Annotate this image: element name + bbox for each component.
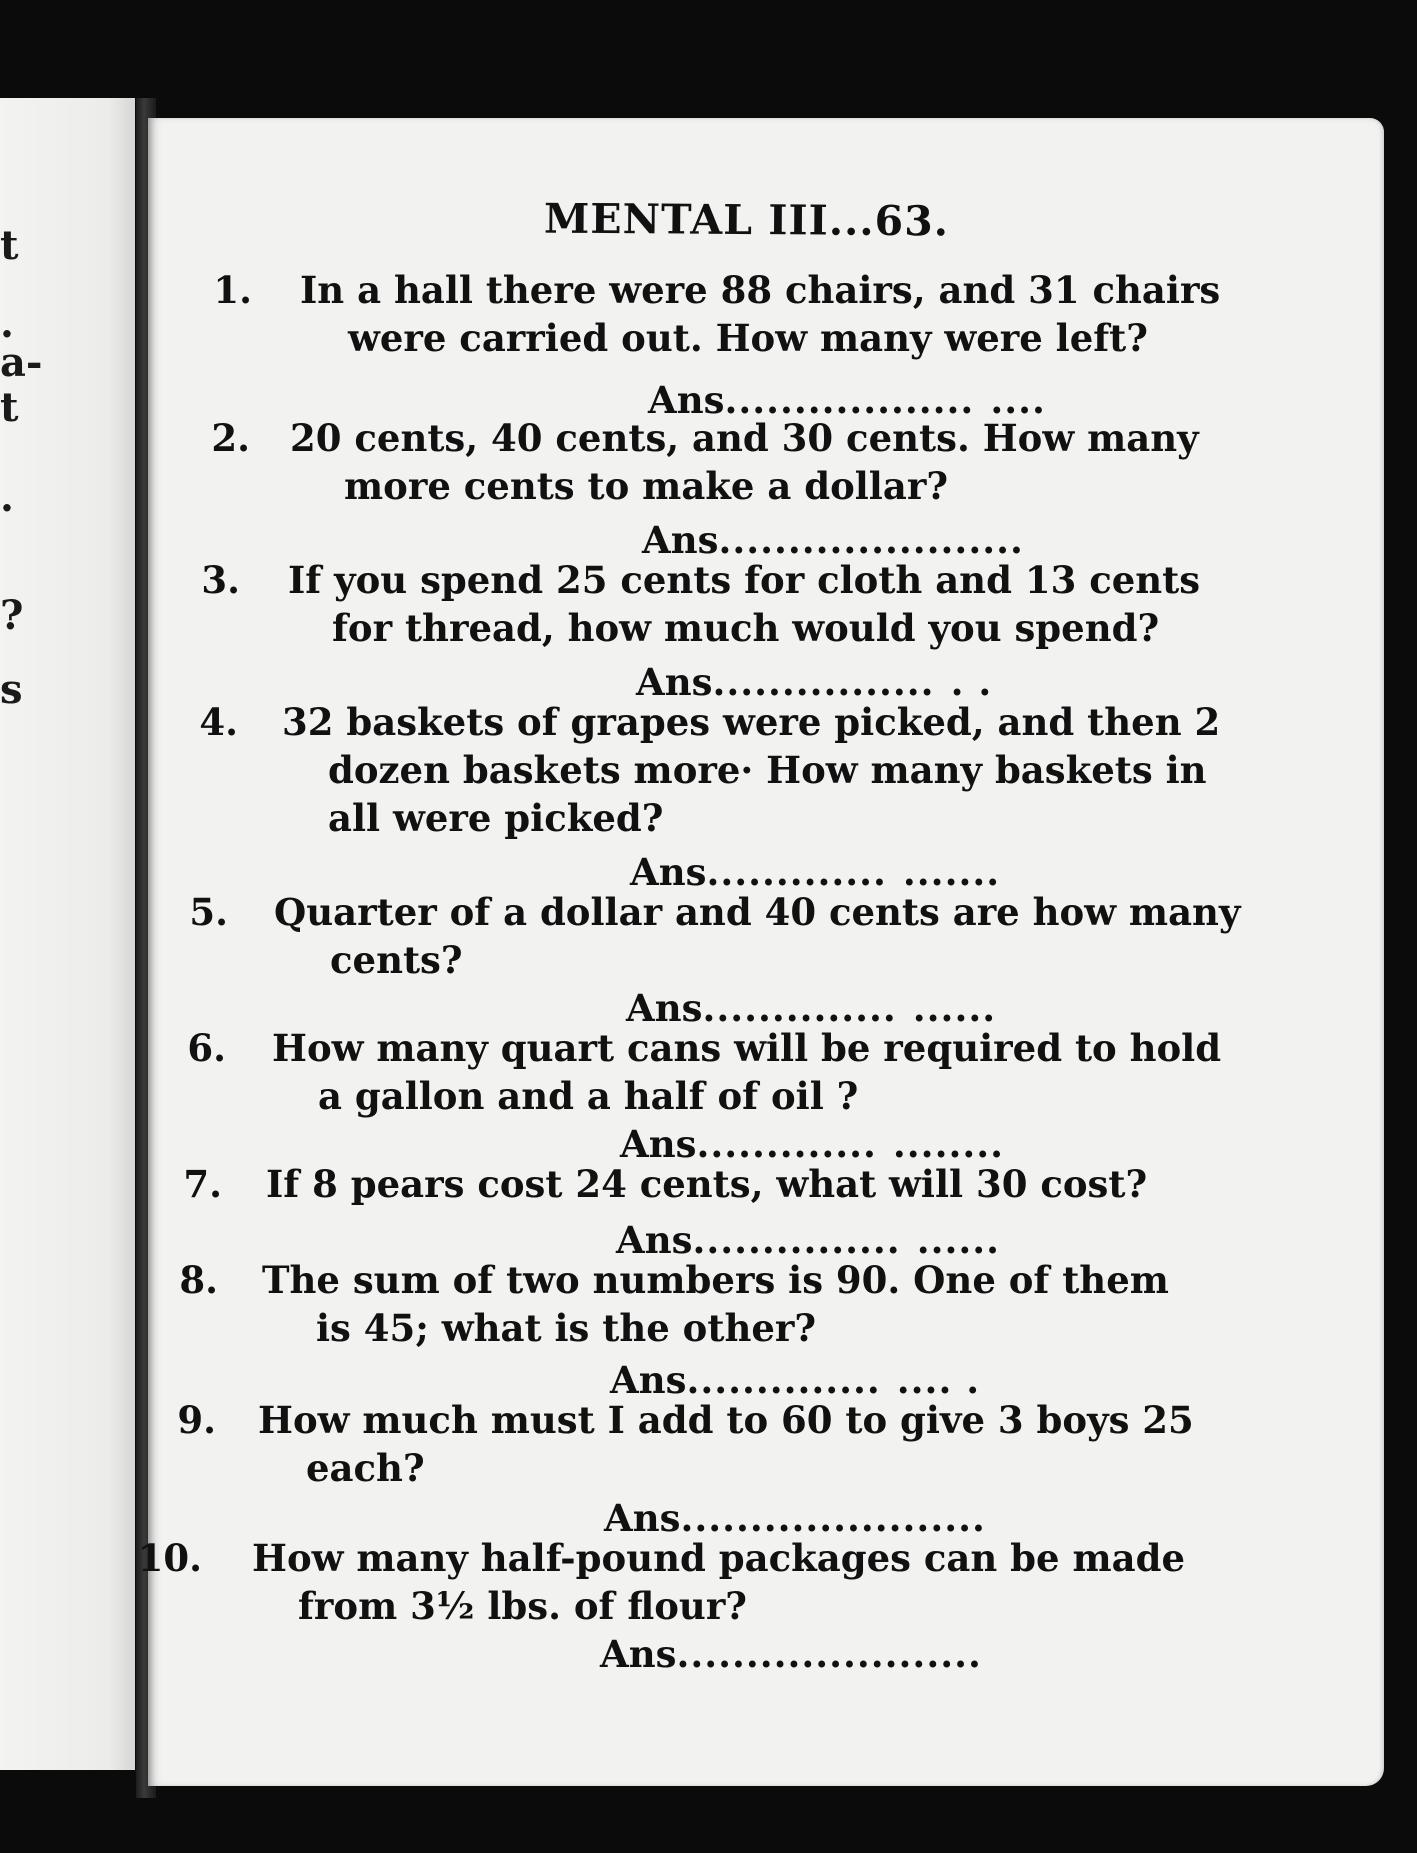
problem-line: is 45; what is the other? bbox=[316, 1306, 817, 1350]
left-page-fragment: ? bbox=[0, 592, 24, 639]
answer-blank: .............. .... . bbox=[686, 1358, 981, 1402]
problem-number: 5. bbox=[189, 890, 228, 934]
answer-blank: ...................... bbox=[680, 1496, 986, 1540]
answer-label: Ans bbox=[648, 378, 725, 422]
problem-line: each? bbox=[306, 1446, 425, 1490]
answer-label: Ans bbox=[610, 1358, 687, 1402]
problem-number: 1. bbox=[213, 268, 252, 312]
problem-text bbox=[252, 1534, 1185, 1630]
problem-number: 2. bbox=[211, 416, 250, 460]
problem-text bbox=[272, 1024, 1221, 1120]
answer-blank: ...................... bbox=[718, 518, 1024, 562]
answer-blank: ................ . . bbox=[712, 660, 993, 704]
problem-text bbox=[258, 1396, 1194, 1492]
answer-blank: .................. .... bbox=[724, 378, 1046, 422]
problem-line: 20 cents, 40 cents, and 30 cents. How many bbox=[290, 416, 1199, 460]
left-page-fragment: a- bbox=[0, 339, 43, 386]
answer-label: Ans bbox=[626, 986, 703, 1030]
problem-line: a gallon and a half of oil ? bbox=[318, 1074, 859, 1118]
left-page-fragment: t bbox=[0, 222, 19, 269]
right-page bbox=[137, 118, 1384, 1786]
answer-line[interactable] bbox=[600, 1632, 982, 1676]
answer-blank: ...................... bbox=[676, 1632, 982, 1676]
problem-line: for thread, how much would you spend? bbox=[332, 606, 1160, 650]
problem-number: 3. bbox=[201, 558, 240, 602]
problem-line: How much must I add to 60 to give 3 boys 25 bbox=[258, 1398, 1194, 1442]
answer-label: Ans bbox=[616, 1218, 693, 1262]
problem-line: How many half-pound packages can be made bbox=[252, 1536, 1185, 1580]
left-page-fragment: t bbox=[0, 384, 19, 431]
left-page-edge bbox=[0, 98, 135, 1770]
problem-text bbox=[262, 1256, 1169, 1352]
problem-number: 6. bbox=[187, 1026, 226, 1070]
problem-text bbox=[290, 414, 1199, 510]
problem-line: were carried out. How many were left? bbox=[348, 316, 1148, 360]
problem-text bbox=[288, 556, 1200, 652]
problem-number: 10. bbox=[137, 1536, 202, 1580]
answer-label: Ans bbox=[600, 1632, 677, 1676]
left-page-fragment: . bbox=[0, 474, 14, 521]
answer-label: Ans bbox=[630, 850, 707, 894]
problem-text bbox=[300, 266, 1220, 362]
answer-blank: ............. ........ bbox=[696, 1122, 1004, 1166]
problem-text bbox=[274, 888, 1240, 984]
problem-text bbox=[266, 1160, 1147, 1208]
answer-label: Ans bbox=[604, 1496, 681, 1540]
problem-number: 9. bbox=[177, 1398, 216, 1442]
answer-blank: ............... ...... bbox=[692, 1218, 1000, 1262]
problem-line: How many quart cans will be required to hold bbox=[272, 1026, 1222, 1070]
left-page-fragment: . bbox=[0, 300, 14, 347]
problem-line: 32 baskets of grapes were picked, and then 2 bbox=[282, 700, 1221, 744]
answer-label: Ans bbox=[620, 1122, 697, 1166]
answer-blank: .............. ...... bbox=[702, 986, 997, 1030]
problem-number: 4. bbox=[199, 700, 238, 744]
problem-line: more cents to make a dollar? bbox=[344, 464, 949, 508]
problem-line: all were picked? bbox=[328, 796, 664, 840]
problem-line: from 3½ lbs. of flour? bbox=[298, 1584, 747, 1628]
problem-line: The sum of two numbers is 90. One of them bbox=[262, 1258, 1169, 1302]
answer-label: Ans bbox=[642, 518, 719, 562]
problem-text bbox=[282, 698, 1220, 842]
left-page-fragment: s bbox=[0, 666, 23, 713]
problem-line: If 8 pears cost 24 cents, what will 30 cost? bbox=[266, 1162, 1148, 1206]
problem-number: 8. bbox=[179, 1258, 218, 1302]
answer-blank: ............. ....... bbox=[706, 850, 1001, 894]
problem-number: 7. bbox=[183, 1162, 222, 1206]
page-title: MENTAL III...63. bbox=[543, 194, 950, 246]
problem-line: In a hall there were 88 chairs, and 31 chairs bbox=[300, 268, 1221, 312]
answer-label: Ans bbox=[636, 660, 713, 704]
problem-line: Quarter of a dollar and 40 cents are how many bbox=[274, 890, 1241, 934]
problem-line: dozen baskets more· How many baskets in bbox=[328, 748, 1207, 792]
problem-line: If you spend 25 cents for cloth and 13 cents bbox=[288, 558, 1201, 602]
problem-line: cents? bbox=[330, 938, 463, 982]
